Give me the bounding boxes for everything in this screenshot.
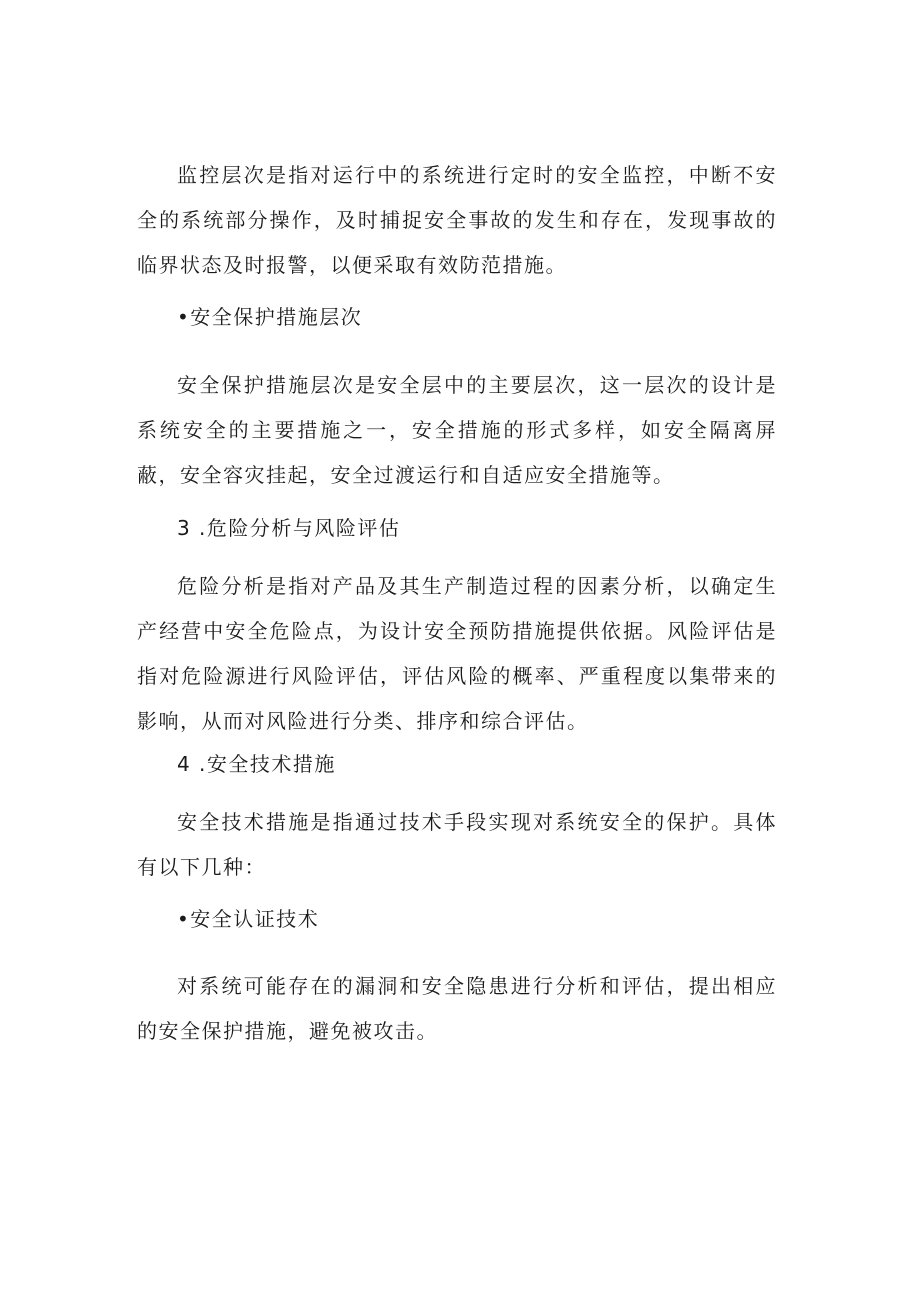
- heading-safety-protection-level: •安全保护措施层次: [177, 305, 363, 329]
- paragraph-safety-technical-measures: 安全技术措施是指通过技术手段实现对系统安全的保护。具体有以下几种：: [137, 810, 777, 879]
- paragraph-monitoring-level: 监控层次是指对运行中的系统进行定时的安全监控，中断不安全的系统部分操作，及时捕捉安全事故的发生和存在，发现事故的临界状态及时报警，以便采取有效防范措施。: [137, 163, 777, 277]
- paragraph-safety-protection-level: 安全保护措施层次是安全层中的主要层次，这一层次的设计是系统安全的主要措施之一，安全措施的形式多样，如安全隔离屏蔽，安全容灾挂起，安全过渡运行和自适应安全措施等。: [137, 373, 777, 487]
- section-number: 3: [177, 516, 192, 540]
- heading-safety-technical-measures: [177, 749, 817, 779]
- paragraph-hazard-risk-analysis: 危险分析是指对产品及其生产制造过程的因素分析，以确定生产经营中安全危险点，为设计安全预防措施提供依据。风险评估是指对危险源进行风险评估，评估风险的概率、严重程度以集带来的影响，从而对风险进行分类、排序和综合评估。: [137, 574, 777, 733]
- heading-hazard-risk-analysis: [177, 513, 817, 543]
- section-title: .危险分析与风险评估: [199, 516, 401, 540]
- heading-security-authentication: •安全认证技术: [177, 907, 320, 931]
- section-number: 4: [177, 752, 192, 776]
- paragraph-security-authentication: 对系统可能存在的漏洞和安全隐患进行分析和评估，提出相应的安全保护措施，避免被攻击。: [137, 974, 777, 1043]
- section-title: .安全技术措施: [199, 752, 336, 776]
